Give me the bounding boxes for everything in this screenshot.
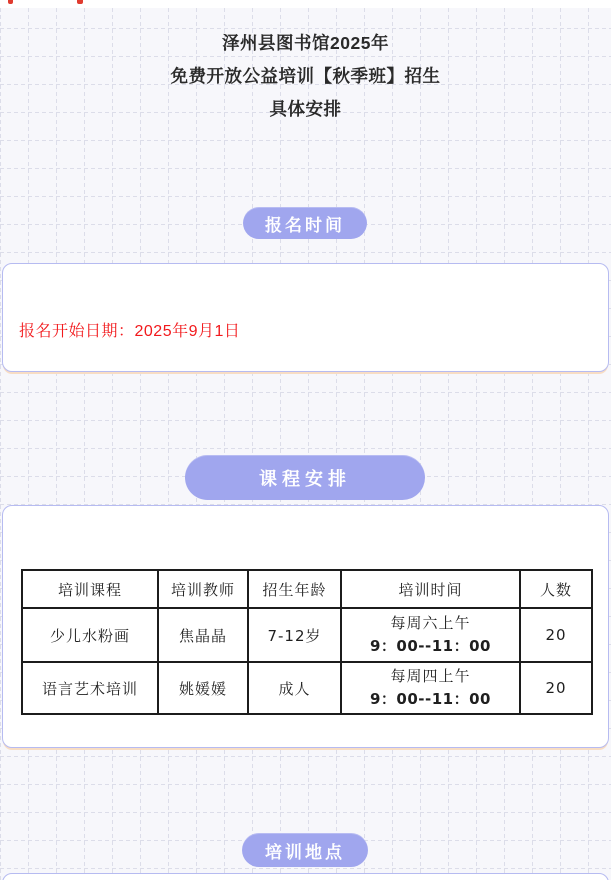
time-weekday: 每周六上午 <box>390 615 471 632</box>
cell-course: 少儿水粉画 <box>22 608 158 662</box>
header-age: 招生年龄 <box>248 570 341 608</box>
time-hours: 9：00--11：00 <box>369 637 491 655</box>
cell-age: 成人 <box>248 662 341 714</box>
cell-count: 20 <box>520 608 592 662</box>
registration-time-badge: 报名时间 <box>243 207 367 239</box>
course-schedule-badge: 课程安排 <box>185 455 425 500</box>
registration-start-date: 报名开始日期：2025年9月1日 <box>19 323 241 340</box>
cell-teacher: 姚媛媛 <box>158 662 248 714</box>
cell-time <box>341 662 520 714</box>
course-table <box>21 569 593 715</box>
table-row <box>22 662 592 714</box>
header-course: 培训课程 <box>22 570 158 608</box>
cell-course: 语言艺术培训 <box>22 662 158 714</box>
table-row <box>22 608 592 662</box>
title-line-2: 免费开放公益培训【秋季班】招生 <box>170 66 441 86</box>
title-line-3: 具体安排 <box>269 99 342 119</box>
cell-count: 20 <box>520 662 592 714</box>
time-hours: 9：00--11：00 <box>369 690 491 708</box>
table-header-row <box>22 570 592 608</box>
page-title <box>0 27 611 126</box>
registration-card <box>2 263 609 372</box>
time-weekday: 每周四上午 <box>390 668 471 685</box>
cell-age: 7-12岁 <box>248 608 341 662</box>
training-location-badge: 培训地点 <box>242 833 368 867</box>
cell-time <box>341 608 520 662</box>
cutoff-red-decoration-icon <box>77 0 83 4</box>
header-count: 人数 <box>520 570 592 608</box>
cutoff-red-decoration-icon <box>8 0 13 4</box>
title-line-1: 泽州县图书馆2025年 <box>222 33 389 53</box>
header-time: 培训时间 <box>341 570 520 608</box>
location-card-top-edge <box>2 873 609 880</box>
header-teacher: 培训教师 <box>158 570 248 608</box>
cell-teacher: 焦晶晶 <box>158 608 248 662</box>
top-edge-strip <box>0 0 611 8</box>
course-schedule-card <box>2 505 609 748</box>
